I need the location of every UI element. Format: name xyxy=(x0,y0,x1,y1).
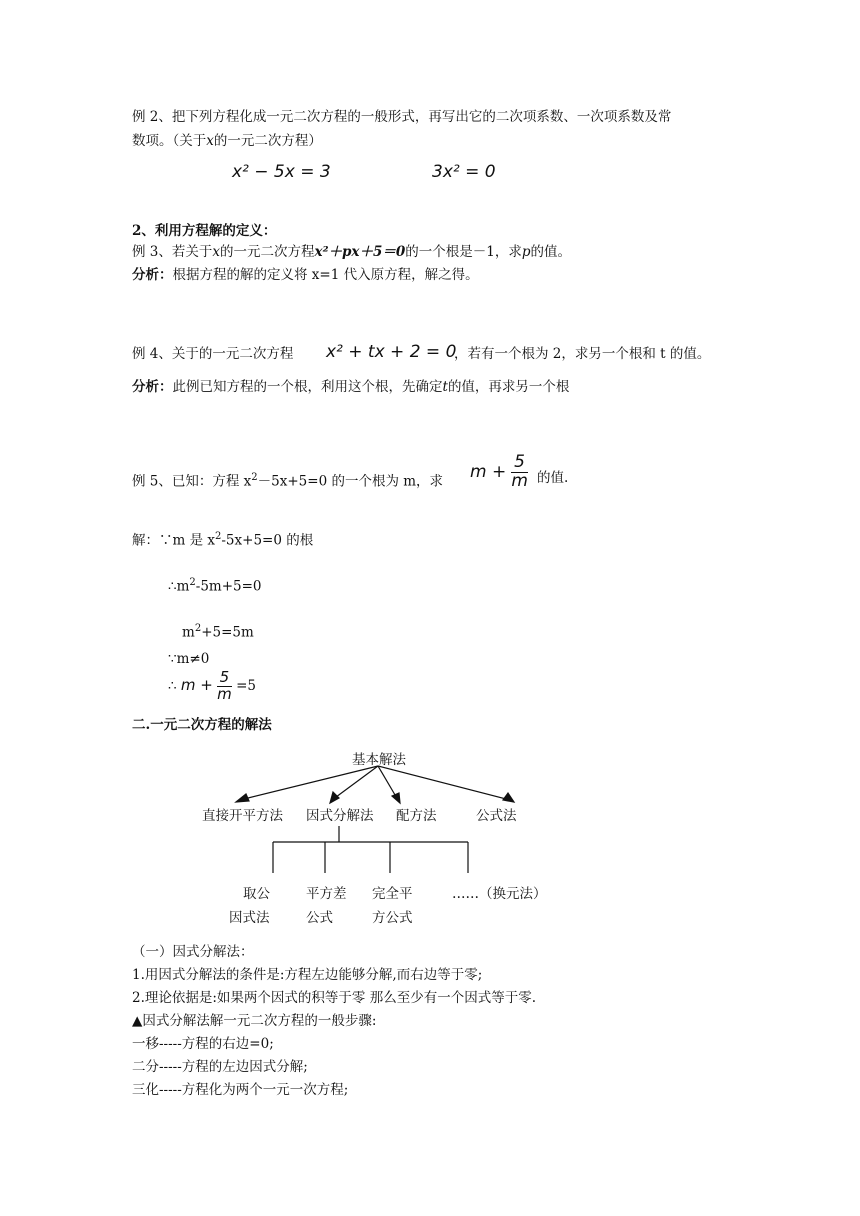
section-2-heading: 2、利用方程解的定义： xyxy=(132,223,277,239)
ex5-frac-den: m xyxy=(511,470,528,491)
factor-p3: ▲因式分解法解一元二次方程的一般步骤: xyxy=(132,1013,377,1029)
arrowhead-4 xyxy=(503,793,514,802)
arrowhead-2 xyxy=(330,792,339,803)
s3-b: +5=5m xyxy=(201,624,254,641)
factor-p6: 三化-----方程化为两个一元一次方程; xyxy=(132,1082,349,1098)
ex5-frac-num: 5 xyxy=(511,454,528,473)
s2-a: ∴m xyxy=(168,578,190,595)
method-3: 配方法 xyxy=(396,808,437,824)
ex3-var-x: x xyxy=(212,244,221,260)
method-2: 因式分解法 xyxy=(306,808,374,824)
method-1: 直接开平方法 xyxy=(202,808,283,824)
ex4-b: ，若有一个根为 2，求另一个根和 t 的值。 xyxy=(454,346,711,362)
s3-a: m xyxy=(182,624,195,641)
ex4-a: 例 4、关于的一元二次方程 xyxy=(132,346,294,362)
ex2-line2-b: 的一元二次方程） xyxy=(213,133,322,149)
factor-p1: 1.用因式分解法的条件是:方程左边能够分解,而右边等于零; xyxy=(132,967,483,983)
factor-p5: 二分-----方程的左边因式分解; xyxy=(132,1059,308,1075)
solution-step-4: ∵m≠0 xyxy=(168,651,210,667)
ex3-c: 的一个根是－1，求 xyxy=(405,244,522,260)
ex4-analysis-label: 分析： xyxy=(132,379,173,395)
arrowhead-3 xyxy=(392,793,400,803)
arrow-to-method-1 xyxy=(240,766,378,800)
s5-b: =5 xyxy=(236,677,256,694)
ex4-analysis-var: t xyxy=(442,379,448,395)
ex3-equation: x²＋px＋5＝0 xyxy=(314,244,406,260)
ex2-equation-1: x² − 5x = 3 xyxy=(232,162,331,182)
ex2-line2-var: x xyxy=(206,133,214,149)
s5-m: m + xyxy=(180,675,213,694)
s1-b: -5x+5=0 的根 xyxy=(221,532,314,549)
ex2-equation-2: 3x² = 0 xyxy=(432,162,496,182)
ex3-b: 的一元二次方程 xyxy=(220,244,315,260)
sub-method-3-line1: 完全平 xyxy=(372,886,413,902)
method-4: 公式法 xyxy=(476,808,517,824)
s1-a: 解：∵m 是 x xyxy=(132,532,215,549)
s3-sup: 2 xyxy=(194,623,202,634)
ex4-analysis-a: 此例已知方程的一个根，利用这个根，先确定 xyxy=(172,379,443,395)
ex5-b: －5x+5=0 的一个根为 m，求 xyxy=(257,473,444,490)
ex3-a: 例 3、若关于 xyxy=(132,244,213,260)
ex3-analysis-text: 根据方程的解的定义将 x=1 代入原方程，解之得。 xyxy=(172,267,479,283)
section-title: 二.一元二次方程的解法 xyxy=(132,717,272,733)
ex5-a: 例 5、已知：方程 x xyxy=(132,473,252,490)
ex2-line1: 例 2、把下列方程化成一元二次方程的一般形式，再写出它的二次项系数、一次项系数及常 xyxy=(132,109,672,125)
sub-method-1-line1: 取公 xyxy=(243,886,270,902)
ex3-d: 的值。 xyxy=(530,244,572,260)
s1-sup: 2 xyxy=(215,531,222,542)
ex2-line2-a: 数项。（关于 xyxy=(132,133,207,149)
ex5-expr-m: m + xyxy=(470,461,507,482)
sub-method-1-line2: 因式法 xyxy=(229,910,270,926)
factor-p4: 一移-----方程的右边=0; xyxy=(132,1036,274,1052)
s5-frac-den: m xyxy=(217,684,232,703)
ex4-analysis-b: 的值，再求另一个根 xyxy=(447,379,570,395)
sub-method-4-line1: ……（换元法） xyxy=(452,886,547,902)
ex3-var-p: p xyxy=(521,244,531,260)
s5-a: ∴ xyxy=(168,677,177,694)
s2-b: -5m+5=0 xyxy=(195,578,262,595)
sub-method-3-line2: 方公式 xyxy=(372,910,413,926)
ex5-c: 的值. xyxy=(537,470,569,486)
tree-root: 基本解法 xyxy=(352,752,406,768)
ex5-sup: 2 xyxy=(251,472,258,483)
arrowhead-1 xyxy=(236,794,249,802)
sub-method-2-line1: 平方差 xyxy=(306,886,347,902)
factor-title: （一）因式分解法： xyxy=(132,944,254,960)
ex4-equation: x² + tx + 2 = 0 xyxy=(326,342,457,362)
ex3-analysis-label: 分析： xyxy=(132,267,173,283)
factor-p2: 2.理论依据是:如果两个因式的积等于零 那么至少有一个因式等于零. xyxy=(132,990,537,1006)
s2-sup: 2 xyxy=(189,577,196,588)
s5-frac-num: 5 xyxy=(217,670,232,687)
sub-method-2-line2: 公式 xyxy=(306,910,333,926)
